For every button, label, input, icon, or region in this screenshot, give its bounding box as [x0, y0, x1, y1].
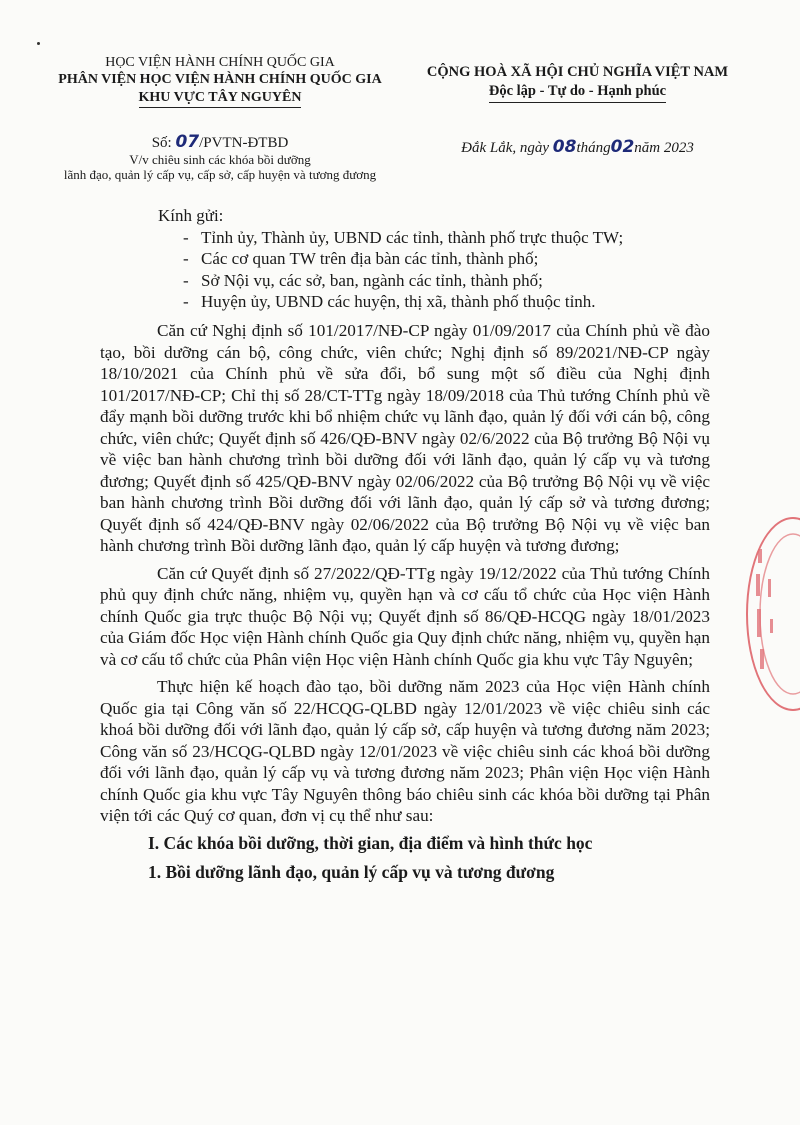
number-suffix: /PVTN-ĐTBD: [199, 135, 289, 151]
paragraph: Căn cứ Nghị định số 101/2017/NĐ-CP ngày 01/09/2017 của Chính phủ về đào tạo, bồi dưỡng cán bộ, công chức, viên chức; Nghị định số 89/2021/NĐ-CP ngày 18/10/2021 của Chính phủ về sửa đổi, bổ sung một số điều của Nghị định 101/2017/NĐ-CP; Chỉ thị số 28/CT-TTg ngày 18/09/2018 của Thủ tướng Chính phủ về đẩy mạnh bồi dưỡng trước khi bổ nhiệm chức vụ lãnh đạo, quản lý đối với cán bộ, công chức, viên chức; Quyết định số 426/QĐ-BNV ngày 02/6/2022 của Bộ trưởng Bộ Nội vụ về việc ban hành chương trình bồi dưỡng đối với lãnh đạo, quản lý cấp vụ và tương đương; Quyết định số 425/QĐ-BNV ngày 02/06/2022 của Bộ trưởng Bộ Nội vụ về việc ban hành chương trình Bồi dưỡng đối với lãnh đạo, quản lý cấp sở và tương đương; Quyết định số 424/QĐ-BNV ngày 02/06/2022 của Bộ trưởng Bộ Nội vụ về việc ban hành chương trình Bồi dưỡng lãnh đạo, quản lý cấp huyện và tương đương;: [100, 321, 710, 555]
national-motto: Độc lập - Tự do - Hạnh phúc: [489, 82, 666, 103]
issuer-region: KHU VỰC TÂY NGUYÊN: [139, 89, 302, 108]
document-body: [100, 320, 710, 885]
recipients-label: Kính gửi:: [158, 206, 224, 225]
issuer-parent: HỌC VIỆN HÀNH CHÍNH QUỐC GIA: [105, 55, 335, 70]
paragraph: Căn cứ Quyết định số 27/2022/QĐ-TTg ngày 19/12/2022 của Thủ tướng Chính phủ quy định chức năng, nhiệm vụ, quyền hạn và cơ cấu tổ chức của Học viện Hành chính Quốc gia trực thuộc Bộ Nội vụ; Quyết định số 86/QĐ-HCQG ngày 18/01/2023 của Giám đốc Học viện Hành chính Quốc gia Quy định chức năng, nhiệm vụ, quyền hạn và cơ cấu tổ chức của Phân viện Học viện Hành chính Quốc gia khu vực Tây Nguyên;: [100, 563, 710, 669]
list-item: - Huyện ủy, UBND các huyện, thị xã, thành phố thuộc tỉnh.: [201, 291, 718, 313]
subject-line-1: V/v chiêu sinh các khóa bồi dưỡng: [129, 152, 311, 167]
date-month: 02: [610, 137, 635, 157]
number-label: Số:: [151, 135, 172, 151]
list-item: - Các cơ quan TW trên địa bàn các tỉnh, thành phố;: [201, 248, 718, 270]
section-heading: I. Các khóa bồi dưỡng, thời gian, địa điểm và hình thức học: [148, 832, 593, 853]
document-number: [40, 133, 400, 152]
recipient-list: [158, 227, 718, 313]
document-date: [405, 137, 750, 157]
national-title: CỘNG HOÀ XÃ HỘI CHỦ NGHĨA VIỆT NAM: [426, 64, 729, 80]
date-month-label: tháng: [576, 140, 611, 156]
date-year: năm 2023: [634, 140, 694, 156]
issuer-header: [40, 54, 400, 108]
subject-line-2: lãnh đạo, quản lý cấp vụ, cấp sở, cấp huyện và tương đương: [63, 167, 377, 182]
list-item: - Tỉnh ủy, Thành ủy, UBND các tỉnh, thành phố trực thuộc TW;: [201, 227, 718, 249]
paragraph: Thực hiện kế hoạch đào tạo, bồi dưỡng năm 2023 của Học viện Hành chính Quốc gia tại Công văn số 22/HCQG-QLBD ngày 12/01/2023 về việc chiêu sinh các khoá bồi dưỡng đối với lãnh đạo, quản lý cấp sở, cấp huyện và tương đương năm 2023; Công văn số 23/HCQG-QLBD ngày 12/01/2023 về việc chiêu sinh các khoá bồi dưỡng đối với lãnh đạo, quản lý cấp vụ và tương đương năm 2023; Phân viện Học viện Hành chính Quốc gia khu vực Tây Nguyên thông báo chiêu sinh các khóa bồi dưỡng tại Phân viện tới các Quý cơ quan, đơn vị cụ thể như sau:: [100, 677, 710, 825]
document-number-block: [40, 133, 400, 182]
issuer-name: PHÂN VIỆN HỌC VIỆN HÀNH CHÍNH QUỐC GIA: [58, 72, 382, 87]
date-prefix: Đắk Lắk, ngày: [461, 140, 550, 156]
national-header: [405, 63, 750, 103]
scan-speck: [37, 42, 40, 45]
date-day: 08: [552, 137, 577, 157]
official-seal-icon: [746, 517, 800, 711]
subsection-heading: 1. Bồi dưỡng lãnh đạo, quản lý cấp vụ và tương đương: [148, 861, 555, 882]
number-handwritten: 07: [175, 132, 200, 152]
list-item: - Sở Nội vụ, các sở, ban, ngành các tỉnh, thành phố;: [201, 270, 718, 292]
recipients: [158, 205, 718, 313]
